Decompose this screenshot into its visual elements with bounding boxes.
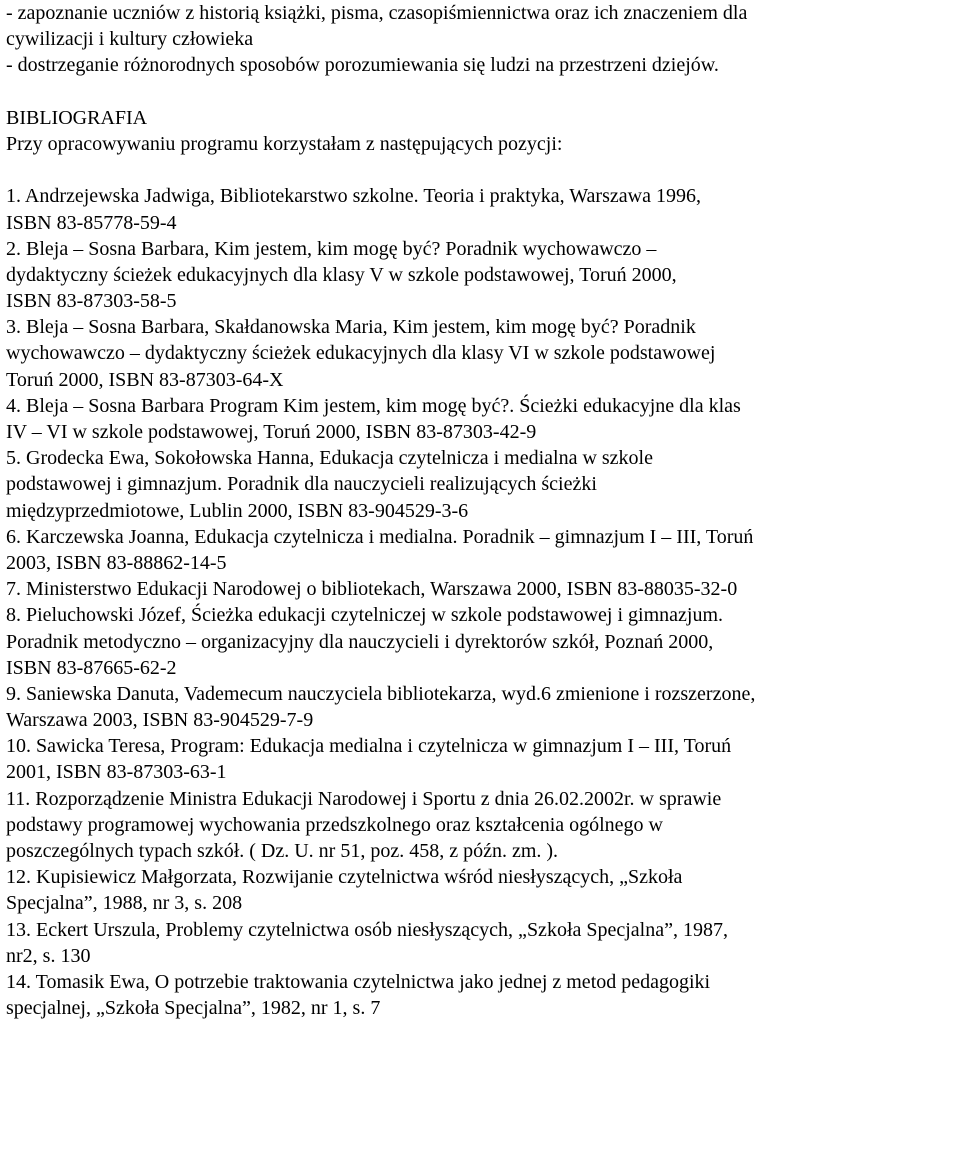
entry-line: 3. Bleja – Sosna Barbara, Skałdanowska Maria, Kim jestem, kim mogę być? Poradnik [6, 316, 696, 339]
bibliography-entry [6, 236, 956, 315]
entry-line: Poradnik metodyczno – organizacyjny dla nauczycieli i dyrektorów szkół, Poznań 2000, [6, 630, 714, 653]
entry-line: 7. Ministerstwo Edukacji Narodowej o bibliotekach, Warszawa 2000, ISBN 83-88035-32-0 [6, 578, 738, 601]
bibliography-entry [6, 393, 956, 445]
bibliography-intro: Przy opracowywaniu programu korzystałam z następujących pozycji: [6, 132, 563, 155]
bibliography-heading: BIBLIOGRAFIA [6, 106, 148, 129]
entry-line: 5. Grodecka Ewa, Sokołowska Hanna, Edukacja czytelnicza i medialna w szkole [6, 447, 653, 470]
entry-line: 12. Kupisiewicz Małgorzata, Rozwijanie czytelnictwa wśród niesłyszących, „Szkoła [6, 866, 683, 889]
bibliography-entry [6, 864, 956, 916]
entry-line: 14. Tomasik Ewa, O potrzebie traktowania czytelnictwa jako jednej z metod pedagogiki [6, 970, 711, 993]
entry-line: 6. Karczewska Joanna, Edukacja czytelnicza i medialna. Poradnik – gimnazjum I – III, Toruń [6, 525, 754, 548]
entry-line: Specjalna”, 1988, nr 3, s. 208 [6, 892, 243, 915]
entry-line: ISBN 83-87303-58-5 [6, 290, 177, 313]
entry-line: 4. Bleja – Sosna Barbara Program Kim jestem, kim mogę być?. Ścieżki edukacyjne dla klas [6, 394, 741, 417]
entry-line: 1. Andrzejewska Jadwiga, Bibliotekarstwo szkolne. Teoria i praktyka, Warszawa 1996, [6, 185, 701, 208]
entry-line: dydaktyczny ścieżek edukacyjnych dla klasy V w szkole podstawowej, Toruń 2000, [6, 263, 677, 286]
entry-line: 11. Rozporządzenie Ministra Edukacji Narodowej i Sportu z dnia 26.02.2002r. w sprawie [6, 787, 722, 810]
entry-line: IV – VI w szkole podstawowej, Toruń 2000, ISBN 83-87303-42-9 [6, 421, 537, 443]
entry-line: Toruń 2000, ISBN 83-87303-64-X [6, 368, 284, 391]
spacer [6, 157, 956, 183]
bibliography-entry [6, 917, 956, 969]
intro-block [6, 0, 956, 79]
document-page [6, 0, 956, 1021]
bibliography-entry [6, 445, 956, 524]
intro-line: - zapoznanie uczniów z historią książki, pisma, czasopiśmiennictwa oraz ich znaczeniem dla [6, 2, 748, 24]
spacer [6, 79, 956, 105]
bibliography-list [6, 183, 956, 1021]
bibliography-section [6, 105, 956, 1022]
entry-line: 8. Pieluchowski Józef, Ścieżka edukacji czytelniczej w szkole podstawowej i gimnazjum. [6, 604, 724, 627]
entry-line: ISBN 83-85778-59-4 [6, 211, 177, 234]
entry-line: poszczególnych typach szkół. ( Dz. U. nr 51, poz. 458, z późn. zm. ). [6, 840, 559, 862]
intro-line: cywilizacji i kultury człowieka [6, 28, 254, 51]
bibliography-entry [6, 524, 956, 576]
entry-line: ISBN 83-87665-62-2 [6, 656, 177, 679]
intro-line: - dostrzeganie różnorodnych sposobów porozumiewania się ludzi na przestrzeni dziejów. [6, 54, 719, 77]
entry-line: podstawowej i gimnazjum. Poradnik dla nauczycieli realizujących ścieżki [6, 473, 597, 496]
bibliography-entry [6, 681, 956, 733]
entry-line: 9. Saniewska Danuta, Vademecum nauczyciela bibliotekarza, wyd.6 zmienione i rozszerzone, [6, 682, 756, 705]
entry-line: 2003, ISBN 83-88862-14-5 [6, 551, 227, 574]
bibliography-entry [6, 314, 956, 393]
entry-line: Warszawa 2003, ISBN 83-904529-7-9 [6, 709, 314, 732]
bibliography-entry [6, 786, 956, 865]
entry-line: specjalnej, „Szkoła Specjalna”, 1982, nr 1, s. 7 [6, 997, 381, 1020]
entry-line: 10. Sawicka Teresa, Program: Edukacja medialna i czytelnicza w gimnazjum I – III, Toruń [6, 735, 732, 758]
bibliography-entry [6, 183, 956, 235]
entry-line: 2001, ISBN 83-87303-63-1 [6, 761, 227, 784]
entry-line: 2. Bleja – Sosna Barbara, Kim jestem, kim mogę być? Poradnik wychowawczo – [6, 237, 657, 260]
bibliography-entry [6, 733, 956, 785]
entry-line: nr2, s. 130 [6, 944, 91, 967]
bibliography-entry [6, 602, 956, 681]
entry-line: podstawy programowej wychowania przedszkolnego oraz kształcenia ogólnego w [6, 813, 664, 836]
bibliography-entry [6, 969, 956, 1021]
bibliography-entry [6, 576, 956, 602]
entry-line: międzyprzedmiotowe, Lublin 2000, ISBN 83-904529-3-6 [6, 499, 469, 522]
entry-line: 13. Eckert Urszula, Problemy czytelnictwa osób niesłyszących, „Szkoła Specjalna”, 1987, [6, 918, 728, 941]
entry-line: wychowawczo – dydaktyczny ścieżek edukacyjnych dla klasy VI w szkole podstawowej [6, 342, 716, 365]
